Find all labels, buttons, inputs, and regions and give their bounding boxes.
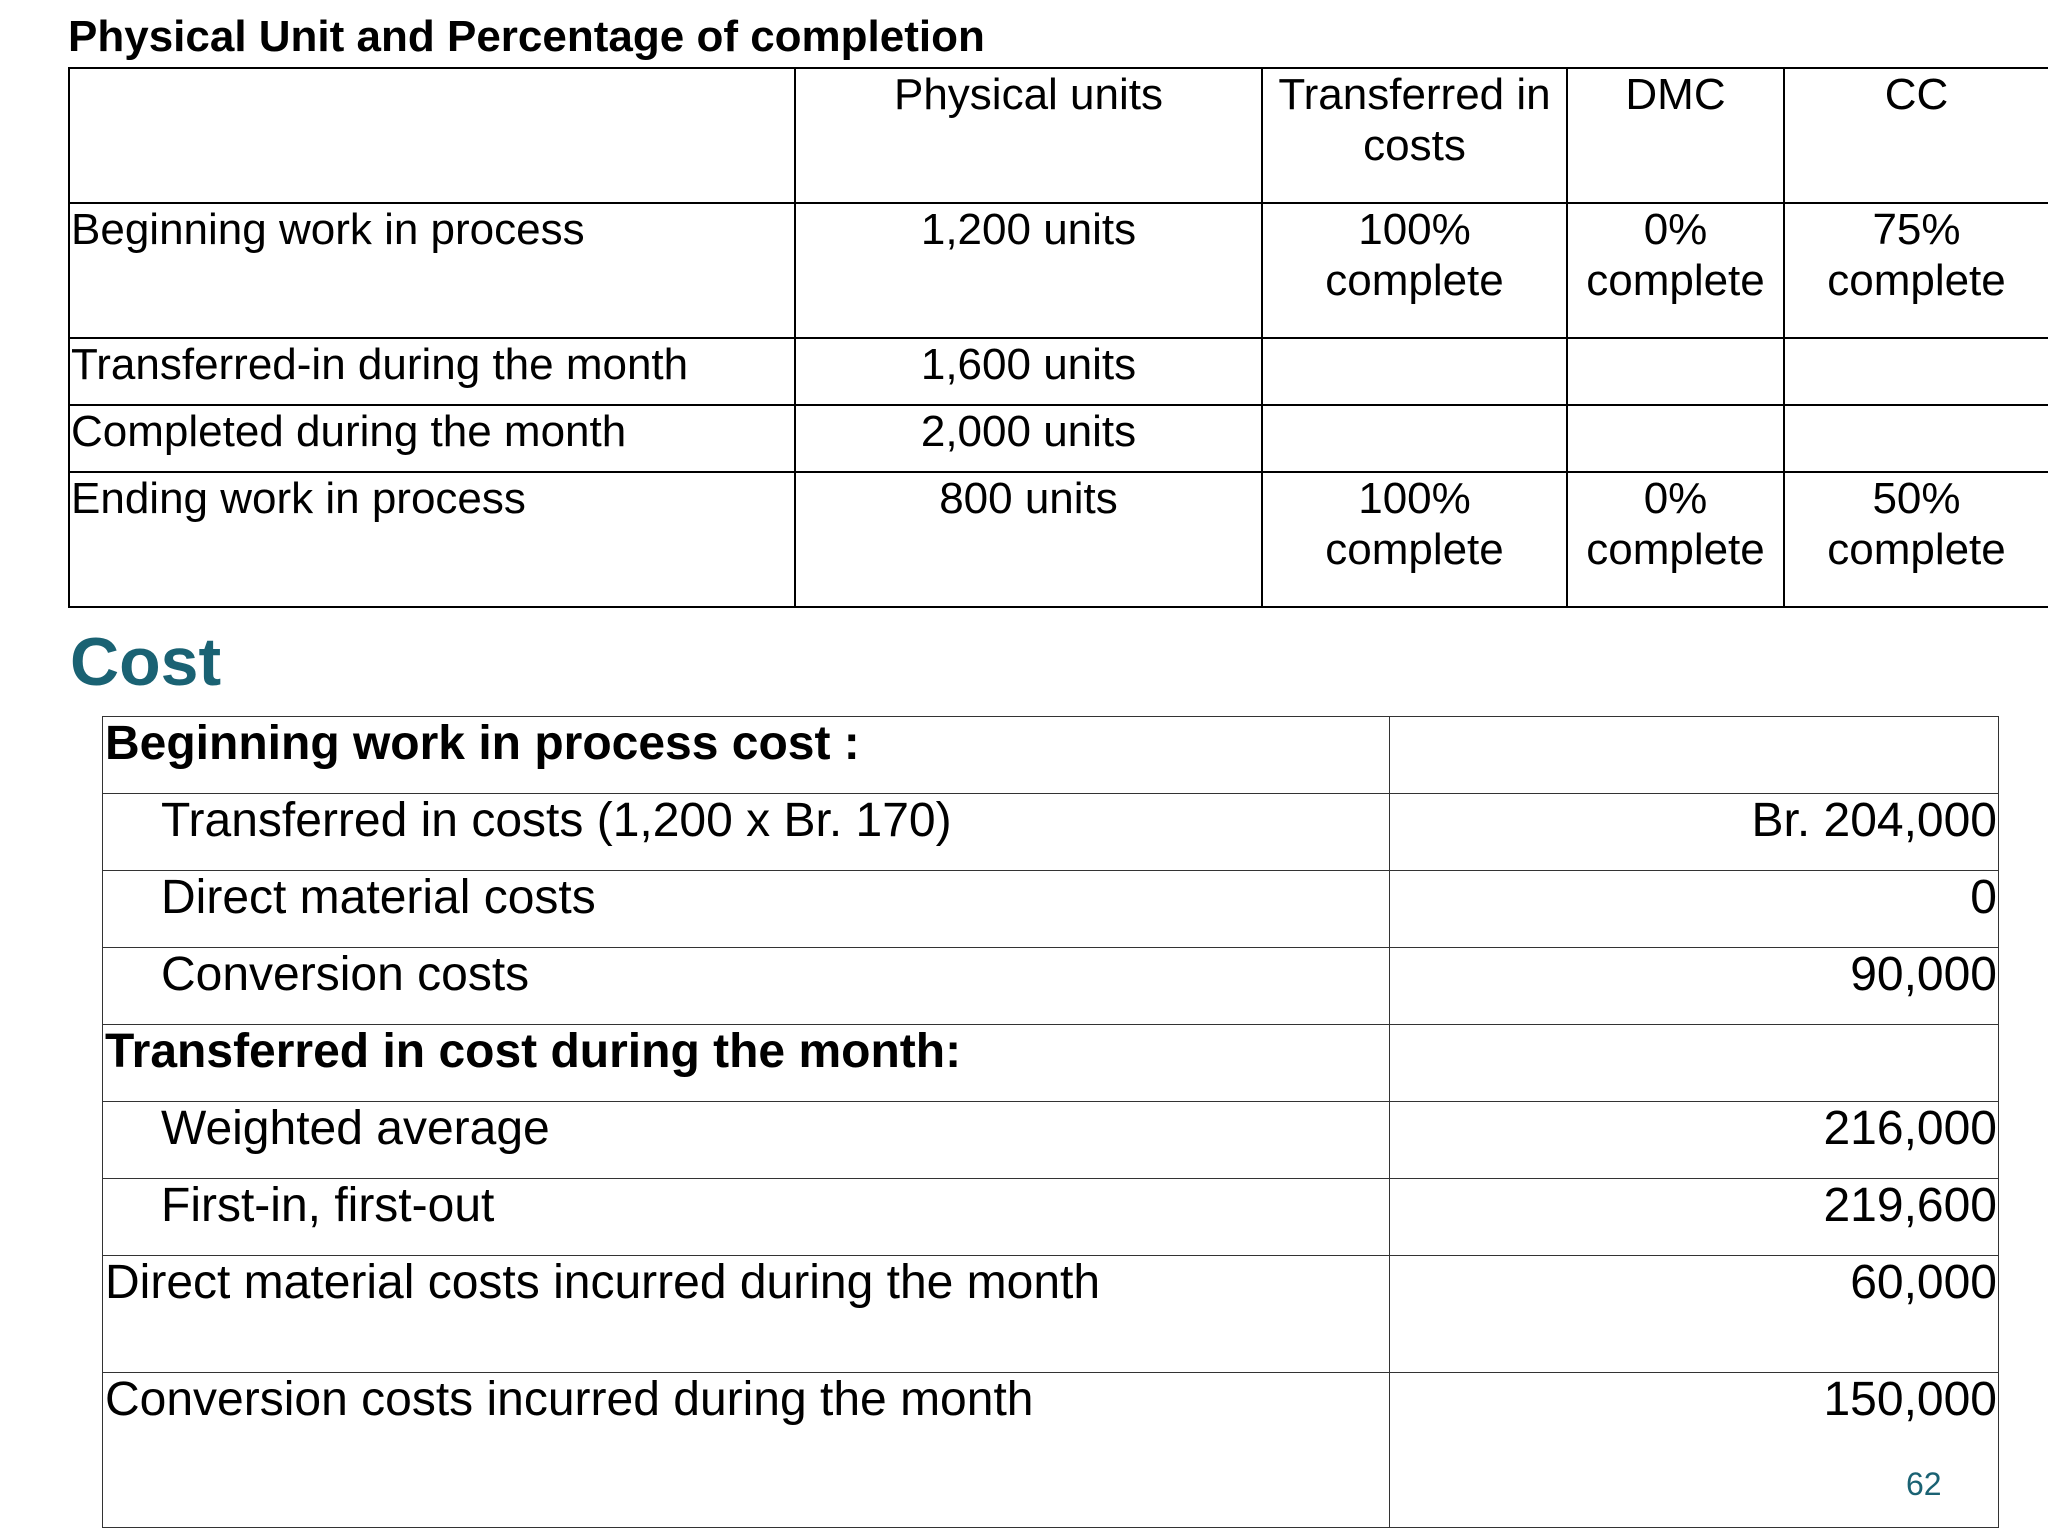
row-cc: 50% complete <box>1784 472 2048 607</box>
row-label: Beginning work in process <box>69 203 795 338</box>
row-dmc <box>1567 338 1784 405</box>
row-dmc: 0% complete <box>1567 203 1784 338</box>
table-row <box>103 948 1999 1025</box>
cost-label: Conversion costs <box>103 948 1390 1025</box>
physical-units-table <box>68 67 2048 608</box>
table-row <box>103 871 1999 948</box>
table-row <box>69 472 2048 607</box>
row-transferred-in <box>1262 405 1567 472</box>
row-units: 1,600 units <box>795 338 1262 405</box>
cost-amount <box>1390 1025 1999 1102</box>
table-row <box>69 405 2048 472</box>
header-cc: CC <box>1784 68 2048 203</box>
row-transferred-in: 100% complete <box>1262 203 1567 338</box>
row-transferred-in <box>1262 338 1567 405</box>
table-row <box>69 338 2048 405</box>
cost-amount: 216,000 <box>1390 1102 1999 1179</box>
cost-label: First-in, first-out <box>103 1179 1390 1256</box>
cost-label: Direct material costs <box>103 871 1390 948</box>
row-dmc: 0% complete <box>1567 472 1784 607</box>
table-row <box>103 1256 1999 1373</box>
header-dmc: DMC <box>1567 68 1784 203</box>
table-row <box>103 1102 1999 1179</box>
row-units: 1,200 units <box>795 203 1262 338</box>
table-row <box>103 794 1999 871</box>
row-cc <box>1784 338 2048 405</box>
cost-label: Transferred in cost during the month: <box>103 1025 1390 1102</box>
cost-table <box>102 716 1999 1528</box>
table-row <box>69 203 2048 338</box>
units-section-heading: Physical Unit and Percentage of completion <box>68 12 985 61</box>
cost-label: Conversion costs incurred during the month <box>103 1373 1390 1528</box>
row-label: Ending work in process <box>69 472 795 607</box>
row-units: 2,000 units <box>795 405 1262 472</box>
cost-label: Direct material costs incurred during the month <box>103 1256 1390 1373</box>
row-dmc <box>1567 405 1784 472</box>
cost-amount: 0 <box>1390 871 1999 948</box>
row-cc: 75% complete <box>1784 203 2048 338</box>
cost-label: Transferred in costs (1,200 x Br. 170) <box>103 794 1390 871</box>
row-transferred-in: 100% complete <box>1262 472 1567 607</box>
cost-amount <box>1390 717 1999 794</box>
page-number: 62 <box>1906 1466 1942 1502</box>
cost-section-heading: Cost <box>70 624 222 700</box>
row-label: Transferred-in during the month <box>69 338 795 405</box>
cost-amount: 150,000 <box>1390 1373 1999 1528</box>
row-cc <box>1784 405 2048 472</box>
header-physical-units: Physical units <box>795 68 1262 203</box>
table-row <box>103 717 1999 794</box>
row-label: Completed during the month <box>69 405 795 472</box>
row-units: 800 units <box>795 472 1262 607</box>
table-header-row <box>69 68 2048 203</box>
table-row <box>103 1025 1999 1102</box>
cost-amount: 60,000 <box>1390 1256 1999 1373</box>
cost-amount: Br. 204,000 <box>1390 794 1999 871</box>
header-cell-blank <box>69 68 795 203</box>
cost-amount: 90,000 <box>1390 948 1999 1025</box>
cost-amount: 219,600 <box>1390 1179 1999 1256</box>
cost-label: Weighted average <box>103 1102 1390 1179</box>
cost-label: Beginning work in process cost : <box>103 717 1390 794</box>
table-row <box>103 1373 1999 1528</box>
table-row <box>103 1179 1999 1256</box>
header-transferred-in-costs: Transferred in costs <box>1262 68 1567 203</box>
